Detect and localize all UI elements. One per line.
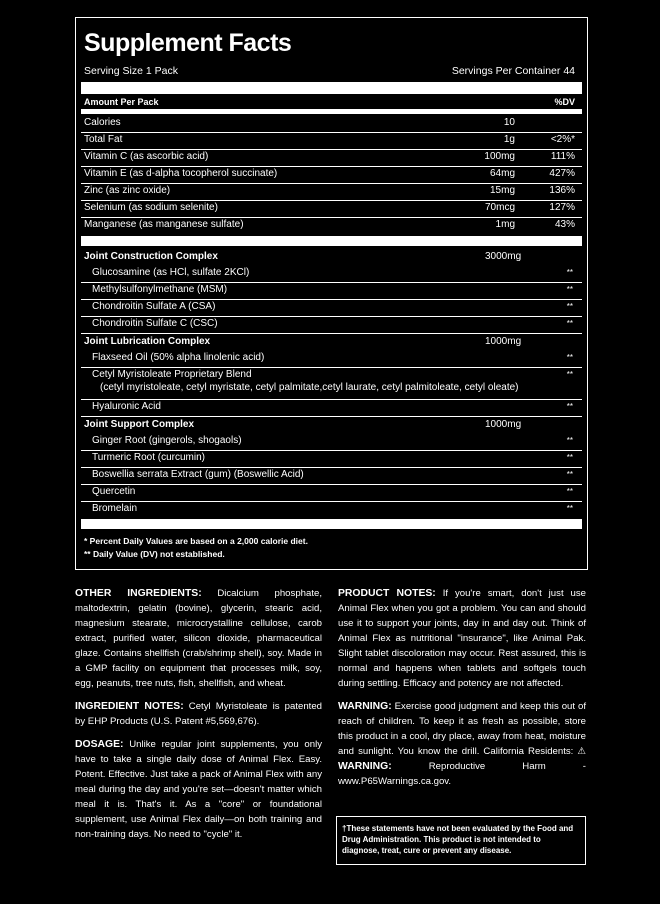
ingredient-name: Chondroitin Sulfate A (CSA) [92, 301, 216, 312]
nutrient-amount: 64mg [489, 168, 515, 179]
nutrient-dv: 127% [549, 202, 575, 213]
warning [338, 699, 586, 789]
right-text-column [338, 586, 586, 789]
nutrient-dv: <2%* [550, 134, 575, 145]
no-dv-marker: ** [566, 302, 573, 311]
complex-row [84, 418, 575, 432]
nutrient-name: Zinc (as zinc oxide) [84, 185, 171, 196]
complex-row [84, 335, 575, 349]
nutrient-row [84, 184, 575, 198]
nutrient-dv: 427% [549, 168, 575, 179]
thick-divider [81, 519, 582, 529]
warning-text: Exercise good judgment and keep this out of reach of children. To keep it as fresh as possible, store this product in a cool, dry place, away from heat, moisture and sunlight. You know the drill. California Residents: ⚠ [338, 701, 586, 757]
ingredient-notes [75, 699, 322, 729]
left-text-column [75, 586, 322, 850]
ingredient-name: Turmeric Root (curcumin) [92, 452, 205, 463]
warning2-label: WARNING: [338, 761, 392, 772]
ingredient-name: Glucosamine (as HCl, sulfate 2KCl) [92, 267, 250, 278]
no-dv-marker: ** [566, 370, 573, 379]
complex-amount: 3000mg [485, 251, 522, 262]
nutrient-name: Total Fat [84, 134, 123, 145]
no-dv-marker: ** [566, 487, 573, 496]
nutrient-name: Manganese (as manganese sulfate) [84, 219, 244, 230]
complex-amount: 1000mg [485, 419, 522, 430]
other-ingredients [75, 586, 322, 691]
warning-label: WARNING: [338, 701, 392, 712]
thick-divider [81, 82, 582, 94]
ingredient-name: Cetyl Myristoleate Proprietary Blend [92, 369, 252, 380]
nutrient-amount: 100mg [484, 151, 515, 162]
dosage-label: DOSAGE: [75, 739, 124, 750]
nutrient-row [84, 116, 575, 130]
complex-row [84, 250, 575, 264]
ingredient-row [84, 468, 575, 482]
panel-title: Supplement Facts [84, 29, 292, 57]
nutrient-name: Selenium (as sodium selenite) [84, 202, 218, 213]
ingredient-row [84, 485, 575, 499]
ingredient-notes-text: Cetyl Myristoleate is patented by EHP Products (U.S. Patent #5,569,676). [75, 701, 322, 727]
nutrient-name: Vitamin E (as d-alpha tocopherol succinate) [84, 168, 278, 179]
ingredient-row [84, 434, 575, 448]
no-dv-marker: ** [566, 436, 573, 445]
nutrient-row [84, 201, 575, 215]
nutrient-amount: 70mcg [484, 202, 515, 213]
ingredient-row [84, 451, 575, 465]
complex-name: Joint Lubrication Complex [84, 336, 211, 347]
ingredient-row [84, 300, 575, 314]
supplement-facts-panel [75, 17, 588, 570]
no-dv-marker: ** [566, 504, 573, 513]
footnote-dv: * Percent Daily Values are based on a 2,000 calorie diet. [84, 536, 308, 546]
blend-detail: (cetyl myristoleate, cetyl myristate, cetyl palmitate,cetyl laurate, cetyl palmitoleate, cetyl oleate) [100, 382, 519, 393]
no-dv-marker: ** [566, 470, 573, 479]
other-ingredients-text: Dicalcium phosphate, maltodextrin, gelatin (bovine), glycerin, stearic acid, magnesium stearate, microcrystalline cellulose, carob extract, purified water, silicon dioxide, pharmaceutical glaze. Contains shellfish (crab/shrimp shell), soy. Made in a GMP facility on equipment that processes milk, soy, egg, peanuts, tree nuts, fish, shellfish, and wheat. [75, 588, 322, 689]
nutrient-amount: 1g [503, 134, 515, 145]
ingredient-name: Hyaluronic Acid [92, 401, 161, 412]
servings-per-container: Servings Per Container 44 [451, 65, 575, 77]
fda-disclaimer: †These statements have not been evaluated by the Food and Drug Administration. This product is not intended to diagnose, treat, cure or prevent any disease. [342, 824, 574, 855]
amount-per-pack-header: Amount Per Pack [84, 97, 159, 107]
complex-name: Joint Construction Complex [84, 251, 218, 262]
row-divider [81, 416, 582, 417]
nutrient-name: Calories [84, 117, 121, 128]
ingredient-row [84, 317, 575, 331]
ingredient-row [84, 283, 575, 297]
dosage [75, 737, 322, 842]
nutrient-amount: 1mg [495, 219, 515, 230]
other-ingredients-label: OTHER INGREDIENTS: [75, 588, 202, 599]
ingredient-row [84, 351, 575, 365]
ingredient-name: Chondroitin Sulfate C (CSC) [92, 318, 218, 329]
ingredient-name: Boswellia serrata Extract (gum) (Boswellic Acid) [92, 469, 304, 480]
nutrient-amount: 10 [503, 117, 515, 128]
no-dv-marker: ** [566, 285, 573, 294]
no-dv-marker: ** [566, 453, 573, 462]
ingredient-row [84, 368, 575, 382]
nutrient-row [84, 218, 575, 232]
thick-divider [81, 236, 582, 246]
nutrient-dv: 43% [554, 219, 575, 230]
nutrient-row [84, 150, 575, 164]
nutrient-dv: 136% [549, 185, 575, 196]
ingredient-row [84, 502, 575, 516]
ingredient-row [84, 266, 575, 280]
ingredient-name: Flaxseed Oil (50% alpha linolenic acid) [92, 352, 265, 363]
product-notes-text: If you're smart, don't just use Animal Flex when you got a problem. You can and should use it to support your joints, day in and day out. Think of Animal Flex as nutritional "insurance", like Animal Pak. Slight tablet discoloration may occur. Rest assured, this is normal and happens when tablets and softgels touch during settling. Efficacy and potency are not affected. [338, 588, 586, 689]
thick-divider [81, 109, 582, 114]
complex-amount: 1000mg [485, 336, 522, 347]
ingredient-notes-label: INGREDIENT NOTES: [75, 701, 184, 712]
nutrient-row [84, 167, 575, 181]
footnote-not-established: ** Daily Value (DV) not established. [84, 549, 225, 559]
nutrient-dv: 111% [550, 151, 575, 162]
ingredient-name: Quercetin [92, 486, 136, 497]
ingredient-name: Bromelain [92, 503, 138, 514]
nutrient-name: Vitamin C (as ascorbic acid) [84, 151, 209, 162]
dosage-text: Unlike regular joint supplements, you only have to take a single daily dose of Animal Flex. Easy. Potent. Effective. Just take a pack of Animal Flex with any meal during the day and you're set—doesn't matter which meal it is. That's it. As a "core" or foundational supplement, use Animal Flex daily—on both training and non-training days. No need to "cycle" it. [75, 739, 323, 840]
no-dv-marker: ** [566, 353, 573, 362]
serving-size: Serving Size 1 Pack [84, 65, 178, 77]
dv-header: %DV [554, 97, 575, 107]
nutrient-row [84, 133, 575, 147]
warning2-text: Reproductive Harm - www.P65Warnings.ca.gov. [338, 761, 586, 787]
nutrient-amount: 15mg [489, 185, 515, 196]
no-dv-marker: ** [566, 319, 573, 328]
ingredient-name: Ginger Root (gingerols, shogaols) [92, 435, 242, 446]
product-notes-label: PRODUCT NOTES: [338, 588, 436, 599]
ingredient-name: Methylsulfonylmethane (MSM) [92, 284, 228, 295]
no-dv-marker: ** [566, 268, 573, 277]
ingredient-row [84, 400, 575, 414]
product-notes [338, 586, 586, 691]
no-dv-marker: ** [566, 402, 573, 411]
row-divider [81, 333, 582, 334]
complex-name: Joint Support Complex [84, 419, 194, 430]
fda-disclaimer-box [336, 816, 586, 865]
